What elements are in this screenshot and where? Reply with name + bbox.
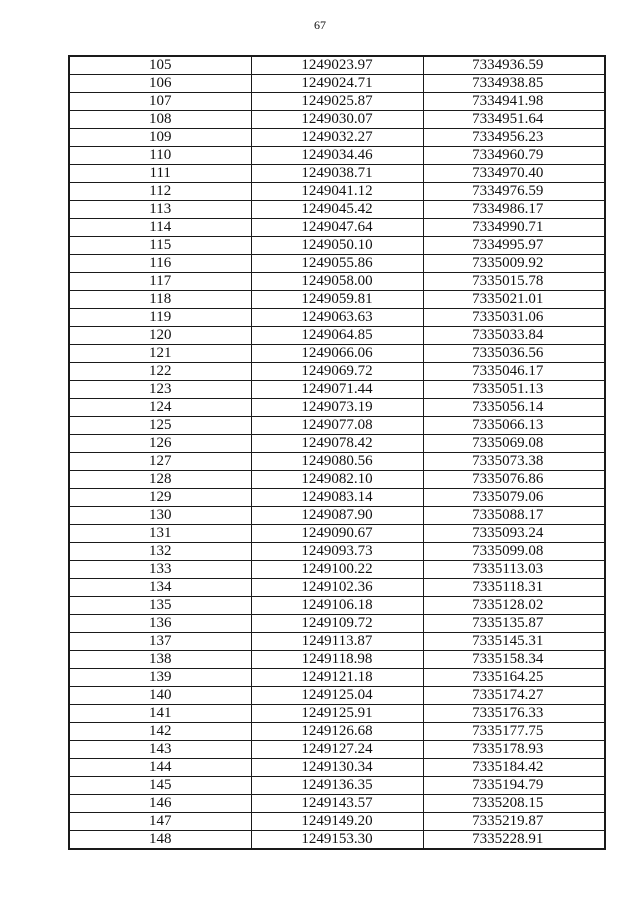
y-coordinate-cell: 7335093.24 — [423, 525, 605, 543]
table-row — [69, 345, 605, 363]
table-row — [69, 363, 605, 381]
y-coordinate-cell: 7335113.03 — [423, 561, 605, 579]
point-number-cell: 111 — [69, 165, 251, 183]
y-coordinate-cell: 7335158.34 — [423, 651, 605, 669]
point-number-cell: 106 — [69, 75, 251, 93]
y-coordinate-cell: 7335228.91 — [423, 831, 605, 850]
point-number-cell: 129 — [69, 489, 251, 507]
point-number-cell: 146 — [69, 795, 251, 813]
point-number-cell: 105 — [69, 56, 251, 75]
x-coordinate-cell: 1249143.57 — [251, 795, 423, 813]
x-coordinate-cell: 1249064.85 — [251, 327, 423, 345]
x-coordinate-cell: 1249126.68 — [251, 723, 423, 741]
table-row — [69, 75, 605, 93]
y-coordinate-cell: 7335176.33 — [423, 705, 605, 723]
y-coordinate-cell: 7335046.17 — [423, 363, 605, 381]
y-coordinate-cell: 7334976.59 — [423, 183, 605, 201]
table-row — [69, 741, 605, 759]
point-number-cell: 125 — [69, 417, 251, 435]
point-number-cell: 108 — [69, 111, 251, 129]
table-row — [69, 651, 605, 669]
point-number-cell: 143 — [69, 741, 251, 759]
coordinate-table-body — [69, 56, 605, 849]
table-row — [69, 813, 605, 831]
x-coordinate-cell: 1249025.87 — [251, 93, 423, 111]
table-row — [69, 471, 605, 489]
x-coordinate-cell: 1249090.67 — [251, 525, 423, 543]
y-coordinate-cell: 7335174.27 — [423, 687, 605, 705]
table-row — [69, 56, 605, 75]
x-coordinate-cell: 1249066.06 — [251, 345, 423, 363]
y-coordinate-cell: 7335066.13 — [423, 417, 605, 435]
point-number-cell: 113 — [69, 201, 251, 219]
y-coordinate-cell: 7335015.78 — [423, 273, 605, 291]
point-number-cell: 138 — [69, 651, 251, 669]
x-coordinate-cell: 1249080.56 — [251, 453, 423, 471]
y-coordinate-cell: 7334956.23 — [423, 129, 605, 147]
y-coordinate-cell: 7335128.02 — [423, 597, 605, 615]
point-number-cell: 118 — [69, 291, 251, 309]
x-coordinate-cell: 1249058.00 — [251, 273, 423, 291]
x-coordinate-cell: 1249149.20 — [251, 813, 423, 831]
x-coordinate-cell: 1249125.91 — [251, 705, 423, 723]
point-number-cell: 110 — [69, 147, 251, 165]
table-row — [69, 633, 605, 651]
table-row — [69, 435, 605, 453]
point-number-cell: 117 — [69, 273, 251, 291]
table-row — [69, 291, 605, 309]
point-number-cell: 134 — [69, 579, 251, 597]
table-row — [69, 309, 605, 327]
x-coordinate-cell: 1249121.18 — [251, 669, 423, 687]
table-row — [69, 561, 605, 579]
point-number-cell: 116 — [69, 255, 251, 273]
y-coordinate-cell: 7335056.14 — [423, 399, 605, 417]
table-row — [69, 237, 605, 255]
x-coordinate-cell: 1249073.19 — [251, 399, 423, 417]
point-number-cell: 135 — [69, 597, 251, 615]
point-number-cell: 124 — [69, 399, 251, 417]
y-coordinate-cell: 7335135.87 — [423, 615, 605, 633]
point-number-cell: 131 — [69, 525, 251, 543]
y-coordinate-cell: 7334990.71 — [423, 219, 605, 237]
table-row — [69, 705, 605, 723]
x-coordinate-cell: 1249024.71 — [251, 75, 423, 93]
point-number-cell: 147 — [69, 813, 251, 831]
point-number-cell: 126 — [69, 435, 251, 453]
y-coordinate-cell: 7335178.93 — [423, 741, 605, 759]
x-coordinate-cell: 1249153.30 — [251, 831, 423, 850]
point-number-cell: 136 — [69, 615, 251, 633]
table-row — [69, 183, 605, 201]
y-coordinate-cell: 7335184.42 — [423, 759, 605, 777]
point-number-cell: 130 — [69, 507, 251, 525]
table-row — [69, 381, 605, 399]
point-number-cell: 122 — [69, 363, 251, 381]
y-coordinate-cell: 7335033.84 — [423, 327, 605, 345]
point-number-cell: 120 — [69, 327, 251, 345]
point-number-cell: 145 — [69, 777, 251, 795]
table-row — [69, 507, 605, 525]
y-coordinate-cell: 7335076.86 — [423, 471, 605, 489]
x-coordinate-cell: 1249047.64 — [251, 219, 423, 237]
y-coordinate-cell: 7335219.87 — [423, 813, 605, 831]
x-coordinate-cell: 1249059.81 — [251, 291, 423, 309]
table-row — [69, 147, 605, 165]
table-row — [69, 795, 605, 813]
x-coordinate-cell: 1249102.36 — [251, 579, 423, 597]
x-coordinate-cell: 1249034.46 — [251, 147, 423, 165]
table-row — [69, 759, 605, 777]
point-number-cell: 137 — [69, 633, 251, 651]
x-coordinate-cell: 1249130.34 — [251, 759, 423, 777]
table-row — [69, 597, 605, 615]
table-row — [69, 687, 605, 705]
y-coordinate-cell: 7334960.79 — [423, 147, 605, 165]
x-coordinate-cell: 1249136.35 — [251, 777, 423, 795]
y-coordinate-cell: 7335177.75 — [423, 723, 605, 741]
x-coordinate-cell: 1249045.42 — [251, 201, 423, 219]
point-number-cell: 114 — [69, 219, 251, 237]
point-number-cell: 144 — [69, 759, 251, 777]
table-row — [69, 399, 605, 417]
table-row — [69, 777, 605, 795]
coordinate-table — [68, 55, 606, 850]
table-row — [69, 93, 605, 111]
x-coordinate-cell: 1249041.12 — [251, 183, 423, 201]
point-number-cell: 142 — [69, 723, 251, 741]
y-coordinate-cell: 7334936.59 — [423, 56, 605, 75]
table-row — [69, 723, 605, 741]
y-coordinate-cell: 7334938.85 — [423, 75, 605, 93]
table-row — [69, 417, 605, 435]
x-coordinate-cell: 1249055.86 — [251, 255, 423, 273]
table-row — [69, 219, 605, 237]
x-coordinate-cell: 1249038.71 — [251, 165, 423, 183]
y-coordinate-cell: 7335036.56 — [423, 345, 605, 363]
table-row — [69, 579, 605, 597]
y-coordinate-cell: 7335145.31 — [423, 633, 605, 651]
table-row — [69, 129, 605, 147]
y-coordinate-cell: 7334951.64 — [423, 111, 605, 129]
y-coordinate-cell: 7335009.92 — [423, 255, 605, 273]
table-row — [69, 543, 605, 561]
x-coordinate-cell: 1249063.63 — [251, 309, 423, 327]
y-coordinate-cell: 7334970.40 — [423, 165, 605, 183]
x-coordinate-cell: 1249113.87 — [251, 633, 423, 651]
point-number-cell: 148 — [69, 831, 251, 850]
x-coordinate-cell: 1249118.98 — [251, 651, 423, 669]
y-coordinate-cell: 7335021.01 — [423, 291, 605, 309]
y-coordinate-cell: 7334995.97 — [423, 237, 605, 255]
table-row — [69, 201, 605, 219]
table-row — [69, 615, 605, 633]
point-number-cell: 141 — [69, 705, 251, 723]
x-coordinate-cell: 1249106.18 — [251, 597, 423, 615]
point-number-cell: 119 — [69, 309, 251, 327]
x-coordinate-cell: 1249083.14 — [251, 489, 423, 507]
x-coordinate-cell: 1249100.22 — [251, 561, 423, 579]
point-number-cell: 127 — [69, 453, 251, 471]
point-number-cell: 123 — [69, 381, 251, 399]
table-row — [69, 165, 605, 183]
y-coordinate-cell: 7335051.13 — [423, 381, 605, 399]
point-number-cell: 132 — [69, 543, 251, 561]
x-coordinate-cell: 1249087.90 — [251, 507, 423, 525]
y-coordinate-cell: 7334941.98 — [423, 93, 605, 111]
table-row — [69, 831, 605, 850]
y-coordinate-cell: 7335088.17 — [423, 507, 605, 525]
point-number-cell: 133 — [69, 561, 251, 579]
x-coordinate-cell: 1249030.07 — [251, 111, 423, 129]
page-number: 67 — [314, 18, 326, 32]
y-coordinate-cell: 7335073.38 — [423, 453, 605, 471]
y-coordinate-cell: 7335069.08 — [423, 435, 605, 453]
point-number-cell: 121 — [69, 345, 251, 363]
x-coordinate-cell: 1249050.10 — [251, 237, 423, 255]
x-coordinate-cell: 1249093.73 — [251, 543, 423, 561]
y-coordinate-cell: 7335099.08 — [423, 543, 605, 561]
x-coordinate-cell: 1249109.72 — [251, 615, 423, 633]
x-coordinate-cell: 1249071.44 — [251, 381, 423, 399]
table-row — [69, 489, 605, 507]
point-number-cell: 107 — [69, 93, 251, 111]
point-number-cell: 140 — [69, 687, 251, 705]
y-coordinate-cell: 7334986.17 — [423, 201, 605, 219]
y-coordinate-cell: 7335118.31 — [423, 579, 605, 597]
x-coordinate-cell: 1249078.42 — [251, 435, 423, 453]
y-coordinate-cell: 7335194.79 — [423, 777, 605, 795]
x-coordinate-cell: 1249127.24 — [251, 741, 423, 759]
point-number-cell: 112 — [69, 183, 251, 201]
x-coordinate-cell: 1249077.08 — [251, 417, 423, 435]
point-number-cell: 109 — [69, 129, 251, 147]
table-row — [69, 327, 605, 345]
point-number-cell: 115 — [69, 237, 251, 255]
table-row — [69, 453, 605, 471]
y-coordinate-cell: 7335208.15 — [423, 795, 605, 813]
table-row — [69, 255, 605, 273]
table-row — [69, 525, 605, 543]
table-row — [69, 669, 605, 687]
x-coordinate-cell: 1249032.27 — [251, 129, 423, 147]
y-coordinate-cell: 7335031.06 — [423, 309, 605, 327]
x-coordinate-cell: 1249069.72 — [251, 363, 423, 381]
table-row — [69, 111, 605, 129]
table-row — [69, 273, 605, 291]
y-coordinate-cell: 7335079.06 — [423, 489, 605, 507]
x-coordinate-cell: 1249125.04 — [251, 687, 423, 705]
x-coordinate-cell: 1249023.97 — [251, 56, 423, 75]
x-coordinate-cell: 1249082.10 — [251, 471, 423, 489]
y-coordinate-cell: 7335164.25 — [423, 669, 605, 687]
point-number-cell: 139 — [69, 669, 251, 687]
point-number-cell: 128 — [69, 471, 251, 489]
